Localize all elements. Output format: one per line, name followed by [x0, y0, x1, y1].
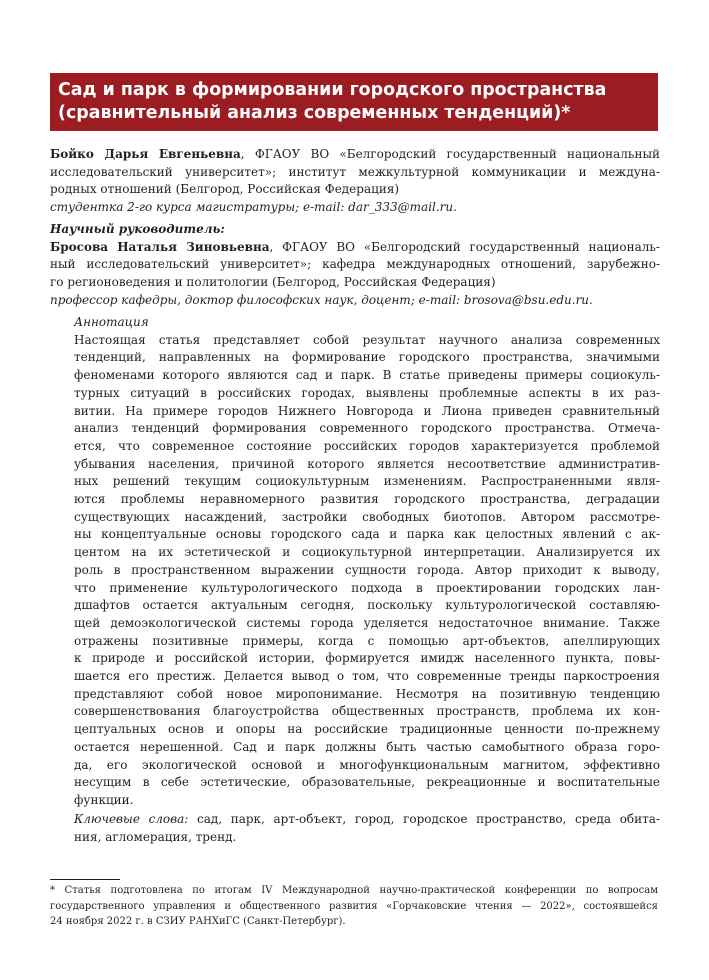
- keywords-line-2: ния, агломерация, тренд.: [74, 829, 237, 844]
- abstract-line: тенденций, направленных на формирование городского пространства, значимыми: [74, 350, 660, 365]
- abstract-line: остается нерешенной. Сад и парк должны быть частью самобытного образа горо-: [74, 739, 660, 754]
- footnote-rule: [50, 879, 120, 880]
- abstract-line: убывания населения, причиной которого является несоответствие административ-: [74, 456, 660, 471]
- article-title-banner: [50, 73, 658, 131]
- advisor-line-3: го регионоведения и политологии (Белгород, Российская Федерация): [50, 275, 496, 290]
- keywords-block: [74, 811, 660, 846]
- advisor-block: [50, 221, 660, 310]
- abstract-line: центом на их эстетической и социокультурной интерпретации. Анализируется их: [74, 545, 660, 560]
- abstract-line: ются проблемы неравномерного развития городского пространства, деградации: [74, 492, 660, 507]
- abstract-line: совершенствования благоустройства общественных пространств, проблема их кон-: [74, 704, 660, 719]
- abstract-heading: Аннотация: [74, 315, 149, 329]
- footnote-line-2: государственного управления и общественного развития «Горчаковские чтения — 2022», состоявшейся: [50, 900, 658, 912]
- keywords-list: сад, парк, арт-объект, город, городское пространство, среда обита-: [188, 812, 661, 826]
- abstract-line: ных решений текущим социокультурным изменениям. Распространенными явля-: [74, 474, 660, 489]
- footnote-line-1: * Статья подготовлена по итогам IV Международной научно-практической конференции по вопросам: [50, 885, 658, 896]
- abstract-line: роль в пространственном выражении сущности города. Автор приходит к выводу,: [74, 562, 660, 577]
- abstract-line: несущим в себе эстетические, образовательные, рекреационные и воспитательные: [74, 775, 660, 790]
- author-block: [50, 146, 660, 217]
- abstract-line: существующих насаждений, застройки свободных биотопов. Автором рассмотре-: [74, 509, 660, 524]
- abstract-text: [74, 332, 660, 810]
- abstract-line: шается его престиж. Делается вывод о том, что современные тренды паркостроения: [74, 669, 660, 684]
- footnote: [50, 883, 658, 930]
- abstract-line: да, его экологической основой и многофункциональным магнитом, эффективно: [74, 757, 660, 772]
- abstract-line: дшафтов остается актуальным сегодня, поскольку культурологической составляю-: [74, 598, 660, 613]
- abstract-line: представляют собой новое миропонимание. Несмотря на позитивную тенденцию: [74, 686, 660, 701]
- advisor-position-email: профессор кафедры, доктор философских наук, доцент; e-mail: brosova@bsu.edu.ru.: [50, 292, 593, 307]
- abstract-line: отражены позитивные примеры, когда с помощью арт-объектов, апеллирующих: [74, 633, 660, 648]
- abstract-line: турных ситуаций в российских городах, выявлены проблемные аспекты в их раз-: [74, 385, 660, 400]
- abstract-line: витии. На примере городов Нижнего Новгорода и Лиона приведен сравнительный: [74, 403, 660, 418]
- advisor-line-1: [50, 239, 660, 257]
- abstract-line: к природе и российской истории, формируется имидж населенного пункта, повы-: [74, 651, 660, 666]
- advisor-affiliation: , ФГАОУ ВО «Белгородский государственный националь-: [269, 239, 660, 254]
- author-name: Бойко Дарья Евгеньевна: [50, 147, 241, 161]
- abstract-line: что применение культурологического подхода в проектировании городских лан-: [74, 580, 660, 595]
- abstract-line: щей демоэкологической системы города уделяется недостаточное внимание. Также: [74, 615, 660, 630]
- abstract-line: ны концептуальные основы городского сада и парка как целостных явлений с ак-: [74, 527, 660, 542]
- author-line-2: исследовательский университет»; институт межкультурной коммуникации и междуна-: [50, 164, 660, 179]
- author-line-3: родных отношений (Белгород, Российская Федерация): [50, 182, 400, 197]
- article-title-line-2: (сравнительный анализ современных тенденций)*: [58, 103, 571, 123]
- author-position-email: студентка 2-го курса магистратуры; e-mail: dar_333@mail.ru.: [50, 200, 457, 215]
- abstract-line: ется, что современное состояние российских городов характеризуется проблемой: [74, 438, 660, 453]
- abstract-line: феноменами которого являются сад и парк. В статье приведены примеры социокуль-: [74, 368, 660, 383]
- keywords-label: Ключевые слова:: [74, 812, 189, 826]
- advisor-name: Бросова Наталья Зиновьевна: [50, 239, 270, 254]
- advisor-heading: Научный руководитель:: [50, 222, 225, 236]
- abstract-line: цептуальных основ и опоры на российские традиционные ценности по-прежнему: [74, 722, 660, 737]
- abstract-line: Настоящая статья представляет собой результат научного анализа современных: [74, 332, 660, 347]
- abstract-block: [74, 314, 660, 810]
- abstract-line: анализ тенденций формирования современного городского пространства. Отмеча-: [74, 421, 660, 436]
- footnote-line-3: 24 ноября 2022 г. в СЗИУ РАНХиГС (Санкт-Петербург).: [50, 916, 346, 927]
- author-affiliation: , ФГАОУ ВО «Белгородский государственный национальный: [240, 147, 660, 161]
- author-line-1: [50, 146, 660, 164]
- article-title-line-1: Сад и парк в формировании городского пространства: [58, 80, 607, 100]
- advisor-line-2: ный исследовательский университет»; кафедра международных отношений, зарубежно-: [50, 257, 660, 272]
- keywords-line-1: [74, 811, 660, 829]
- abstract-line: функции.: [74, 792, 134, 807]
